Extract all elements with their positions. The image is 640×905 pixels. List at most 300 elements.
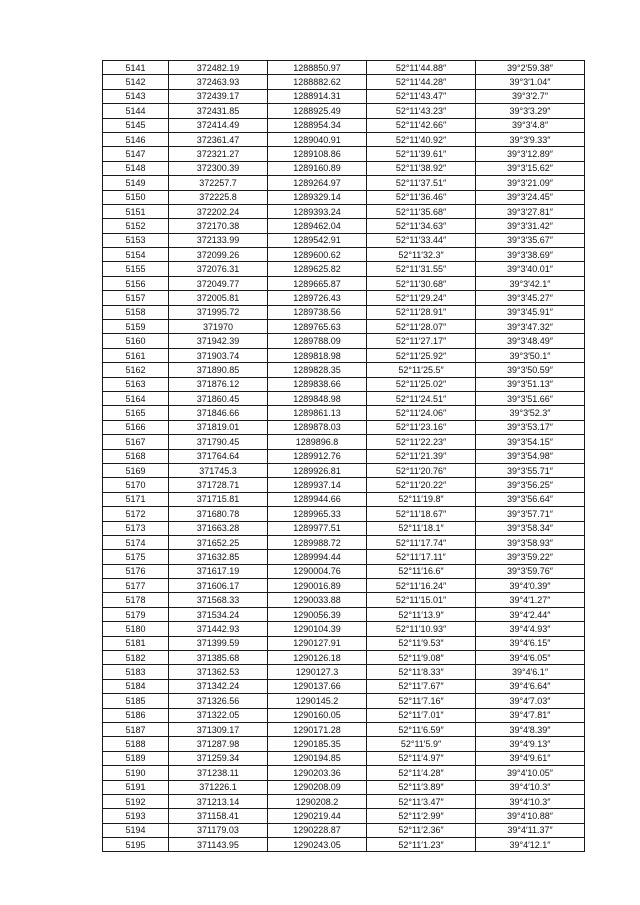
x-coordinate-cell: 372170.38 bbox=[169, 219, 268, 233]
table-row bbox=[103, 449, 585, 463]
x-coordinate-cell: 372414.49 bbox=[169, 118, 268, 132]
x-coordinate-cell: 371860.45 bbox=[169, 391, 268, 405]
point-number-cell: 5177 bbox=[103, 579, 169, 593]
point-number-cell: 5145 bbox=[103, 118, 169, 132]
longitude-cell: 39°4′7.03″ bbox=[476, 694, 585, 708]
x-coordinate-cell: 371680.78 bbox=[169, 507, 268, 521]
point-number-cell: 5186 bbox=[103, 708, 169, 722]
longitude-cell: 39°4′10.3″ bbox=[476, 780, 585, 794]
point-number-cell: 5164 bbox=[103, 391, 169, 405]
table-row bbox=[103, 751, 585, 765]
longitude-cell: 39°4′8.39″ bbox=[476, 722, 585, 736]
y-coordinate-cell: 1290171.28 bbox=[268, 722, 367, 736]
y-coordinate-cell: 1289542.91 bbox=[268, 233, 367, 247]
y-coordinate-cell: 1290127.91 bbox=[268, 636, 367, 650]
point-number-cell: 5173 bbox=[103, 521, 169, 535]
y-coordinate-cell: 1289462.04 bbox=[268, 219, 367, 233]
latitude-cell: 52°11′43.23″ bbox=[367, 104, 476, 118]
x-coordinate-cell: 371362.53 bbox=[169, 665, 268, 679]
x-coordinate-cell: 371442.93 bbox=[169, 622, 268, 636]
x-coordinate-cell: 372361.47 bbox=[169, 132, 268, 146]
table-row bbox=[103, 823, 585, 837]
longitude-cell: 39°3′35.67″ bbox=[476, 233, 585, 247]
y-coordinate-cell: 1289040.91 bbox=[268, 132, 367, 146]
longitude-cell: 39°3′56.25″ bbox=[476, 478, 585, 492]
longitude-cell: 39°3′54.15″ bbox=[476, 435, 585, 449]
x-coordinate-cell: 371876.12 bbox=[169, 377, 268, 391]
x-coordinate-cell: 371663.28 bbox=[169, 521, 268, 535]
longitude-cell: 39°4′2.44″ bbox=[476, 607, 585, 621]
latitude-cell: 52°11′27.17″ bbox=[367, 334, 476, 348]
y-coordinate-cell: 1290104.39 bbox=[268, 622, 367, 636]
longitude-cell: 39°3′4.8″ bbox=[476, 118, 585, 132]
latitude-cell: 52°11′9.53″ bbox=[367, 636, 476, 650]
latitude-cell: 52°11′21.39″ bbox=[367, 449, 476, 463]
table-row bbox=[103, 593, 585, 607]
point-number-cell: 5150 bbox=[103, 190, 169, 204]
latitude-cell: 52°11′33.44″ bbox=[367, 233, 476, 247]
point-number-cell: 5172 bbox=[103, 507, 169, 521]
y-coordinate-cell: 1290126.18 bbox=[268, 651, 367, 665]
y-coordinate-cell: 1289665.87 bbox=[268, 276, 367, 290]
x-coordinate-cell: 372099.26 bbox=[169, 248, 268, 262]
x-coordinate-cell: 371158.41 bbox=[169, 809, 268, 823]
x-coordinate-cell: 371632.85 bbox=[169, 550, 268, 564]
y-coordinate-cell: 1289994.44 bbox=[268, 550, 367, 564]
y-coordinate-cell: 1290016.89 bbox=[268, 579, 367, 593]
longitude-cell: 39°3′21.09″ bbox=[476, 176, 585, 190]
table-row bbox=[103, 262, 585, 276]
point-number-cell: 5170 bbox=[103, 478, 169, 492]
latitude-cell: 52°11′30.68″ bbox=[367, 276, 476, 290]
x-coordinate-cell: 371179.03 bbox=[169, 823, 268, 837]
x-coordinate-cell: 371970 bbox=[169, 320, 268, 334]
table-row bbox=[103, 651, 585, 665]
x-coordinate-cell: 371890.85 bbox=[169, 363, 268, 377]
point-number-cell: 5190 bbox=[103, 766, 169, 780]
x-coordinate-cell: 372482.19 bbox=[169, 61, 268, 75]
point-number-cell: 5176 bbox=[103, 564, 169, 578]
x-coordinate-cell: 371322.05 bbox=[169, 708, 268, 722]
x-coordinate-cell: 372257.7 bbox=[169, 176, 268, 190]
longitude-cell: 39°4′4.93″ bbox=[476, 622, 585, 636]
latitude-cell: 52°11′43.47″ bbox=[367, 89, 476, 103]
x-coordinate-cell: 371728.71 bbox=[169, 478, 268, 492]
table-row bbox=[103, 420, 585, 434]
point-number-cell: 5178 bbox=[103, 593, 169, 607]
table-row bbox=[103, 348, 585, 362]
latitude-cell: 52°11′8.33″ bbox=[367, 665, 476, 679]
latitude-cell: 52°11′28.91″ bbox=[367, 305, 476, 319]
table-row bbox=[103, 550, 585, 564]
latitude-cell: 52°11′4.28″ bbox=[367, 766, 476, 780]
x-coordinate-cell: 371342.24 bbox=[169, 679, 268, 693]
y-coordinate-cell: 1289788.09 bbox=[268, 334, 367, 348]
longitude-cell: 39°3′2.7″ bbox=[476, 89, 585, 103]
table-row bbox=[103, 276, 585, 290]
latitude-cell: 52°11′15.01″ bbox=[367, 593, 476, 607]
x-coordinate-cell: 372463.93 bbox=[169, 75, 268, 89]
point-number-cell: 5143 bbox=[103, 89, 169, 103]
y-coordinate-cell: 1288882.62 bbox=[268, 75, 367, 89]
y-coordinate-cell: 1290056.39 bbox=[268, 607, 367, 621]
longitude-cell: 39°3′57.71″ bbox=[476, 507, 585, 521]
x-coordinate-cell: 372321.27 bbox=[169, 147, 268, 161]
x-coordinate-cell: 371617.19 bbox=[169, 564, 268, 578]
y-coordinate-cell: 1289818.98 bbox=[268, 348, 367, 362]
latitude-cell: 52°11′3.89″ bbox=[367, 780, 476, 794]
y-coordinate-cell: 1289264.97 bbox=[268, 176, 367, 190]
x-coordinate-cell: 372133.99 bbox=[169, 233, 268, 247]
table-row bbox=[103, 305, 585, 319]
x-coordinate-cell: 371385.68 bbox=[169, 651, 268, 665]
x-coordinate-cell: 371226.1 bbox=[169, 780, 268, 794]
longitude-cell: 39°4′0.39″ bbox=[476, 579, 585, 593]
longitude-cell: 39°4′12.1″ bbox=[476, 838, 585, 852]
table-row bbox=[103, 492, 585, 506]
table-row bbox=[103, 233, 585, 247]
table-row bbox=[103, 320, 585, 334]
table-row bbox=[103, 61, 585, 75]
point-number-cell: 5184 bbox=[103, 679, 169, 693]
table-row bbox=[103, 535, 585, 549]
table-row bbox=[103, 147, 585, 161]
point-number-cell: 5185 bbox=[103, 694, 169, 708]
latitude-cell: 52°11′24.51″ bbox=[367, 391, 476, 405]
table-row bbox=[103, 507, 585, 521]
longitude-cell: 39°3′3.29″ bbox=[476, 104, 585, 118]
latitude-cell: 52°11′32.3″ bbox=[367, 248, 476, 262]
table-row bbox=[103, 607, 585, 621]
table-row bbox=[103, 291, 585, 305]
x-coordinate-cell: 371287.98 bbox=[169, 737, 268, 751]
longitude-cell: 39°3′9.33″ bbox=[476, 132, 585, 146]
longitude-cell: 39°3′24.45″ bbox=[476, 190, 585, 204]
x-coordinate-cell: 371399.59 bbox=[169, 636, 268, 650]
x-coordinate-cell: 372076.31 bbox=[169, 262, 268, 276]
longitude-cell: 39°4′10.05″ bbox=[476, 766, 585, 780]
point-number-cell: 5194 bbox=[103, 823, 169, 837]
x-coordinate-cell: 371995.72 bbox=[169, 305, 268, 319]
x-coordinate-cell: 371143.95 bbox=[169, 838, 268, 852]
table-row bbox=[103, 161, 585, 175]
longitude-cell: 39°3′59.22″ bbox=[476, 550, 585, 564]
longitude-cell: 39°3′45.27″ bbox=[476, 291, 585, 305]
table-row bbox=[103, 694, 585, 708]
longitude-cell: 39°3′31.42″ bbox=[476, 219, 585, 233]
point-number-cell: 5191 bbox=[103, 780, 169, 794]
point-number-cell: 5154 bbox=[103, 248, 169, 262]
table-row bbox=[103, 636, 585, 650]
x-coordinate-cell: 371606.17 bbox=[169, 579, 268, 593]
y-coordinate-cell: 1289738.56 bbox=[268, 305, 367, 319]
y-coordinate-cell: 1289926.81 bbox=[268, 463, 367, 477]
y-coordinate-cell: 1290127.3 bbox=[268, 665, 367, 679]
point-number-cell: 5144 bbox=[103, 104, 169, 118]
point-number-cell: 5166 bbox=[103, 420, 169, 434]
latitude-cell: 52°11′16.6″ bbox=[367, 564, 476, 578]
latitude-cell: 52°11′22.23″ bbox=[367, 435, 476, 449]
x-coordinate-cell: 371259.34 bbox=[169, 751, 268, 765]
table-row bbox=[103, 478, 585, 492]
y-coordinate-cell: 1289912.76 bbox=[268, 449, 367, 463]
longitude-cell: 39°3′1.04″ bbox=[476, 75, 585, 89]
longitude-cell: 39°3′50.59″ bbox=[476, 363, 585, 377]
table-row bbox=[103, 190, 585, 204]
point-number-cell: 5155 bbox=[103, 262, 169, 276]
point-number-cell: 5175 bbox=[103, 550, 169, 564]
y-coordinate-cell: 1289160.89 bbox=[268, 161, 367, 175]
longitude-cell: 39°4′6.15″ bbox=[476, 636, 585, 650]
longitude-cell: 39°3′27.81″ bbox=[476, 204, 585, 218]
latitude-cell: 52°11′42.66″ bbox=[367, 118, 476, 132]
point-number-cell: 5169 bbox=[103, 463, 169, 477]
x-coordinate-cell: 371213.14 bbox=[169, 794, 268, 808]
point-number-cell: 5180 bbox=[103, 622, 169, 636]
y-coordinate-cell: 1289861.13 bbox=[268, 406, 367, 420]
table-row bbox=[103, 391, 585, 405]
longitude-cell: 39°2′59.38″ bbox=[476, 61, 585, 75]
latitude-cell: 52°11′4.97″ bbox=[367, 751, 476, 765]
point-number-cell: 5146 bbox=[103, 132, 169, 146]
point-number-cell: 5174 bbox=[103, 535, 169, 549]
point-number-cell: 5141 bbox=[103, 61, 169, 75]
x-coordinate-cell: 371790.45 bbox=[169, 435, 268, 449]
point-number-cell: 5158 bbox=[103, 305, 169, 319]
x-coordinate-cell: 372300.39 bbox=[169, 161, 268, 175]
y-coordinate-cell: 1289937.14 bbox=[268, 478, 367, 492]
table-row bbox=[103, 75, 585, 89]
y-coordinate-cell: 1289896.8 bbox=[268, 435, 367, 449]
longitude-cell: 39°3′48.49″ bbox=[476, 334, 585, 348]
latitude-cell: 52°11′23.16″ bbox=[367, 420, 476, 434]
y-coordinate-cell: 1290160.05 bbox=[268, 708, 367, 722]
y-coordinate-cell: 1288850.97 bbox=[268, 61, 367, 75]
table-row bbox=[103, 406, 585, 420]
x-coordinate-cell: 372431.85 bbox=[169, 104, 268, 118]
table-row bbox=[103, 463, 585, 477]
longitude-cell: 39°3′12.89″ bbox=[476, 147, 585, 161]
x-coordinate-cell: 371764.64 bbox=[169, 449, 268, 463]
longitude-cell: 39°3′42.1″ bbox=[476, 276, 585, 290]
point-number-cell: 5153 bbox=[103, 233, 169, 247]
longitude-cell: 39°3′50.1″ bbox=[476, 348, 585, 362]
latitude-cell: 52°11′5.9″ bbox=[367, 737, 476, 751]
point-number-cell: 5171 bbox=[103, 492, 169, 506]
y-coordinate-cell: 1289600.62 bbox=[268, 248, 367, 262]
y-coordinate-cell: 1290208.09 bbox=[268, 780, 367, 794]
latitude-cell: 52°11′18.1″ bbox=[367, 521, 476, 535]
latitude-cell: 52°11′25.92″ bbox=[367, 348, 476, 362]
y-coordinate-cell: 1289944.66 bbox=[268, 492, 367, 506]
x-coordinate-cell: 371745.3 bbox=[169, 463, 268, 477]
table-row bbox=[103, 204, 585, 218]
point-number-cell: 5182 bbox=[103, 651, 169, 665]
longitude-cell: 39°3′51.66″ bbox=[476, 391, 585, 405]
coordinates-table bbox=[102, 60, 585, 852]
x-coordinate-cell: 371942.39 bbox=[169, 334, 268, 348]
latitude-cell: 52°11′44.88″ bbox=[367, 61, 476, 75]
y-coordinate-cell: 1289988.72 bbox=[268, 535, 367, 549]
latitude-cell: 52°11′28.07″ bbox=[367, 320, 476, 334]
point-number-cell: 5168 bbox=[103, 449, 169, 463]
table-row bbox=[103, 622, 585, 636]
x-coordinate-cell: 371309.17 bbox=[169, 722, 268, 736]
y-coordinate-cell: 1290194.85 bbox=[268, 751, 367, 765]
table-body bbox=[103, 61, 585, 852]
y-coordinate-cell: 1290243.05 bbox=[268, 838, 367, 852]
y-coordinate-cell: 1289965.33 bbox=[268, 507, 367, 521]
x-coordinate-cell: 371568.33 bbox=[169, 593, 268, 607]
point-number-cell: 5188 bbox=[103, 737, 169, 751]
point-number-cell: 5161 bbox=[103, 348, 169, 362]
x-coordinate-cell: 371903.74 bbox=[169, 348, 268, 362]
point-number-cell: 5148 bbox=[103, 161, 169, 175]
table-row bbox=[103, 679, 585, 693]
table-row bbox=[103, 334, 585, 348]
point-number-cell: 5147 bbox=[103, 147, 169, 161]
longitude-cell: 39°3′15.62″ bbox=[476, 161, 585, 175]
y-coordinate-cell: 1288914.31 bbox=[268, 89, 367, 103]
point-number-cell: 5189 bbox=[103, 751, 169, 765]
table-row bbox=[103, 809, 585, 823]
y-coordinate-cell: 1289726.43 bbox=[268, 291, 367, 305]
latitude-cell: 52°11′7.67″ bbox=[367, 679, 476, 693]
x-coordinate-cell: 371326.56 bbox=[169, 694, 268, 708]
longitude-cell: 39°3′38.69″ bbox=[476, 248, 585, 262]
y-coordinate-cell: 1289625.82 bbox=[268, 262, 367, 276]
longitude-cell: 39°3′56.64″ bbox=[476, 492, 585, 506]
table-row bbox=[103, 708, 585, 722]
point-number-cell: 5157 bbox=[103, 291, 169, 305]
longitude-cell: 39°3′52.3″ bbox=[476, 406, 585, 420]
point-number-cell: 5193 bbox=[103, 809, 169, 823]
longitude-cell: 39°4′6.1″ bbox=[476, 665, 585, 679]
y-coordinate-cell: 1288925.49 bbox=[268, 104, 367, 118]
x-coordinate-cell: 371534.24 bbox=[169, 607, 268, 621]
longitude-cell: 39°3′54.98″ bbox=[476, 449, 585, 463]
longitude-cell: 39°4′6.64″ bbox=[476, 679, 585, 693]
latitude-cell: 52°11′19.8″ bbox=[367, 492, 476, 506]
x-coordinate-cell: 371238.11 bbox=[169, 766, 268, 780]
x-coordinate-cell: 371652.25 bbox=[169, 535, 268, 549]
table-row bbox=[103, 794, 585, 808]
table-row bbox=[103, 722, 585, 736]
latitude-cell: 52°11′25.02″ bbox=[367, 377, 476, 391]
table-row bbox=[103, 435, 585, 449]
latitude-cell: 52°11′18.67″ bbox=[367, 507, 476, 521]
latitude-cell: 52°11′1.23″ bbox=[367, 838, 476, 852]
point-number-cell: 5160 bbox=[103, 334, 169, 348]
longitude-cell: 39°4′11.37″ bbox=[476, 823, 585, 837]
latitude-cell: 52°11′44.28″ bbox=[367, 75, 476, 89]
latitude-cell: 52°11′3.47″ bbox=[367, 794, 476, 808]
latitude-cell: 52°11′10.93″ bbox=[367, 622, 476, 636]
longitude-cell: 39°4′7.81″ bbox=[476, 708, 585, 722]
longitude-cell: 39°3′55.71″ bbox=[476, 463, 585, 477]
latitude-cell: 52°11′20.76″ bbox=[367, 463, 476, 477]
point-number-cell: 5165 bbox=[103, 406, 169, 420]
table-row bbox=[103, 737, 585, 751]
latitude-cell: 52°11′20.22″ bbox=[367, 478, 476, 492]
y-coordinate-cell: 1290203.36 bbox=[268, 766, 367, 780]
point-number-cell: 5195 bbox=[103, 838, 169, 852]
y-coordinate-cell: 1289977.51 bbox=[268, 521, 367, 535]
latitude-cell: 52°11′2.99″ bbox=[367, 809, 476, 823]
table-row bbox=[103, 665, 585, 679]
y-coordinate-cell: 1290145.2 bbox=[268, 694, 367, 708]
point-number-cell: 5187 bbox=[103, 722, 169, 736]
point-number-cell: 5162 bbox=[103, 363, 169, 377]
latitude-cell: 52°11′37.51″ bbox=[367, 176, 476, 190]
y-coordinate-cell: 1289828.35 bbox=[268, 363, 367, 377]
y-coordinate-cell: 1289765.63 bbox=[268, 320, 367, 334]
x-coordinate-cell: 372005.81 bbox=[169, 291, 268, 305]
longitude-cell: 39°4′9.61″ bbox=[476, 751, 585, 765]
table-row bbox=[103, 377, 585, 391]
latitude-cell: 52°11′13.9″ bbox=[367, 607, 476, 621]
y-coordinate-cell: 1289329.14 bbox=[268, 190, 367, 204]
x-coordinate-cell: 372225.8 bbox=[169, 190, 268, 204]
y-coordinate-cell: 1290208.2 bbox=[268, 794, 367, 808]
latitude-cell: 52°11′17.11″ bbox=[367, 550, 476, 564]
latitude-cell: 52°11′29.24″ bbox=[367, 291, 476, 305]
y-coordinate-cell: 1290004.76 bbox=[268, 564, 367, 578]
table-row bbox=[103, 564, 585, 578]
table-row bbox=[103, 219, 585, 233]
table-row bbox=[103, 89, 585, 103]
longitude-cell: 39°3′51.13″ bbox=[476, 377, 585, 391]
table-row bbox=[103, 132, 585, 146]
longitude-cell: 39°3′40.01″ bbox=[476, 262, 585, 276]
latitude-cell: 52°11′9.08″ bbox=[367, 651, 476, 665]
longitude-cell: 39°4′9.13″ bbox=[476, 737, 585, 751]
table-row bbox=[103, 104, 585, 118]
latitude-cell: 52°11′2.36″ bbox=[367, 823, 476, 837]
table-row bbox=[103, 363, 585, 377]
point-number-cell: 5181 bbox=[103, 636, 169, 650]
y-coordinate-cell: 1289393.24 bbox=[268, 204, 367, 218]
y-coordinate-cell: 1289848.98 bbox=[268, 391, 367, 405]
point-number-cell: 5167 bbox=[103, 435, 169, 449]
latitude-cell: 52°11′6.59″ bbox=[367, 722, 476, 736]
table-row bbox=[103, 838, 585, 852]
latitude-cell: 52°11′24.06″ bbox=[367, 406, 476, 420]
y-coordinate-cell: 1289878.03 bbox=[268, 420, 367, 434]
latitude-cell: 52°11′39.61″ bbox=[367, 147, 476, 161]
longitude-cell: 39°3′47.32″ bbox=[476, 320, 585, 334]
point-number-cell: 5151 bbox=[103, 204, 169, 218]
longitude-cell: 39°4′10.88″ bbox=[476, 809, 585, 823]
latitude-cell: 52°11′38.92″ bbox=[367, 161, 476, 175]
latitude-cell: 52°11′31.55″ bbox=[367, 262, 476, 276]
longitude-cell: 39°3′59.76″ bbox=[476, 564, 585, 578]
latitude-cell: 52°11′7.16″ bbox=[367, 694, 476, 708]
x-coordinate-cell: 371819.01 bbox=[169, 420, 268, 434]
longitude-cell: 39°3′53.17″ bbox=[476, 420, 585, 434]
y-coordinate-cell: 1290137.66 bbox=[268, 679, 367, 693]
point-number-cell: 5156 bbox=[103, 276, 169, 290]
y-coordinate-cell: 1289108.86 bbox=[268, 147, 367, 161]
table-row bbox=[103, 780, 585, 794]
latitude-cell: 52°11′25.5″ bbox=[367, 363, 476, 377]
longitude-cell: 39°3′58.34″ bbox=[476, 521, 585, 535]
table-row bbox=[103, 766, 585, 780]
point-number-cell: 5179 bbox=[103, 607, 169, 621]
point-number-cell: 5163 bbox=[103, 377, 169, 391]
x-coordinate-cell: 371715.81 bbox=[169, 492, 268, 506]
table-row bbox=[103, 118, 585, 132]
